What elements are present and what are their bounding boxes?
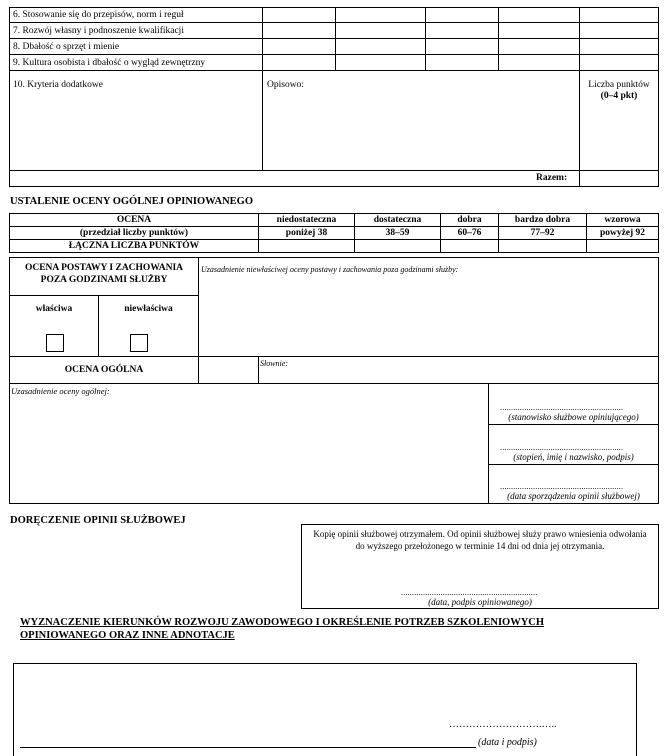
conduct-title: POZA GODZINAMI SŁUŻBY [40, 275, 168, 285]
development-signature-dots: ……………………….….. [449, 719, 557, 730]
overall-grade-label: OCENA OGÓLNA [64, 365, 144, 375]
grade-range: powyżej 92 [599, 228, 646, 238]
grade-header: OCENA [116, 215, 152, 225]
grade-range: 60–76 [457, 228, 482, 238]
grade-name: dobra [457, 215, 482, 225]
criteria-row-label: 6. Stosowanie się do przepisów, norm i reguł [13, 10, 184, 20]
criteria-row-label: 7. Rozwój własny i podnoszenie kwalifikacji [13, 26, 184, 36]
points-label: Liczba punktów [588, 80, 650, 90]
delivery-title: DORĘCZENIE OPINII SŁUŻBOWEJ [10, 515, 186, 526]
delivery-text: do wyższego przełożonego w terminie 14 dni od dnia jej otrzymania. [355, 541, 605, 551]
notes-underline [20, 747, 476, 748]
signature-dots: ........................................................ [500, 443, 624, 452]
development-title: WYZNACZENIE KIERUNKÓW ROZWOJU ZAWODOWEGO I OKREŚLENIE POTRZEB SZKOLENIOWYCH [20, 617, 545, 628]
conduct-justification-label: Uzasadnienie niewłaściwej oceny postawy i zachowania poza godzinami służby: [201, 265, 459, 274]
signature-dots: ........................................................ [500, 482, 624, 491]
proper-label: właściwa [35, 304, 73, 314]
grade-name: dostateczna [373, 215, 422, 225]
grade-name: wzorowa [604, 215, 641, 225]
improper-label: niewłaściwa [124, 304, 173, 314]
improper-checkbox[interactable] [130, 334, 148, 352]
signature-caption-name: (stopień, imię i nazwisko, podpis) [513, 452, 634, 462]
grade-range: 38–59 [385, 228, 410, 238]
grade-name: bardzo dobra [514, 215, 571, 225]
criteria-row-label: 8. Dbałość o sprzęt i mienie [13, 42, 120, 52]
grade-range: 77–92 [530, 228, 555, 238]
signature-caption-position: (stanowisko służbowe opiniującego) [508, 412, 639, 422]
development-title: OPINIOWANEGO ORAZ INNE ADNOTACJE [20, 630, 235, 641]
total-points-label: ŁĄCZNA LICZBA PUNKTÓW [68, 241, 200, 251]
grade-name: niedostateczna [276, 215, 337, 225]
delivery-text: Kopię opinii służbowej otrzymałem. Od opinii służbowej służy prawo wniesienia odwołania [313, 529, 647, 539]
grade-subheader: (przedział liczby punktów) [79, 228, 189, 238]
development-signature-caption: (data i podpis) [478, 737, 537, 748]
total-label: Razem: [536, 173, 568, 183]
additional-criteria-label: 10. Kryteria dodatkowe [13, 80, 103, 90]
grade-range: poniżej 38 [285, 228, 328, 238]
signature-dots: ........................................................ [500, 403, 624, 412]
overall-section-title: USTALENIE OCENY OGÓLNEJ OPINIOWANEGO [10, 196, 253, 207]
development-notes-box[interactable] [13, 663, 637, 756]
criteria-row-label: 9. Kultura osobista i dbałość o wygląd zewnętrzny [13, 58, 206, 68]
proper-checkbox[interactable] [46, 334, 64, 352]
descriptive-label: Opisowo: [267, 80, 304, 90]
delivery-signature-caption: (data, podpis opiniowanego) [428, 597, 532, 607]
delivery-signature-dots: .............................................................. [401, 588, 538, 597]
overall-justification-label: Uzasadnienie oceny ogólnej: [11, 386, 110, 396]
points-range: (0–4 pkt) [600, 91, 638, 101]
conduct-title: OCENA POSTAWY I ZACHOWANIA [24, 263, 184, 273]
signature-caption-date: (data sporządzenia opinii służbowej) [507, 491, 640, 501]
in-words-label: Słownie: [260, 359, 288, 368]
